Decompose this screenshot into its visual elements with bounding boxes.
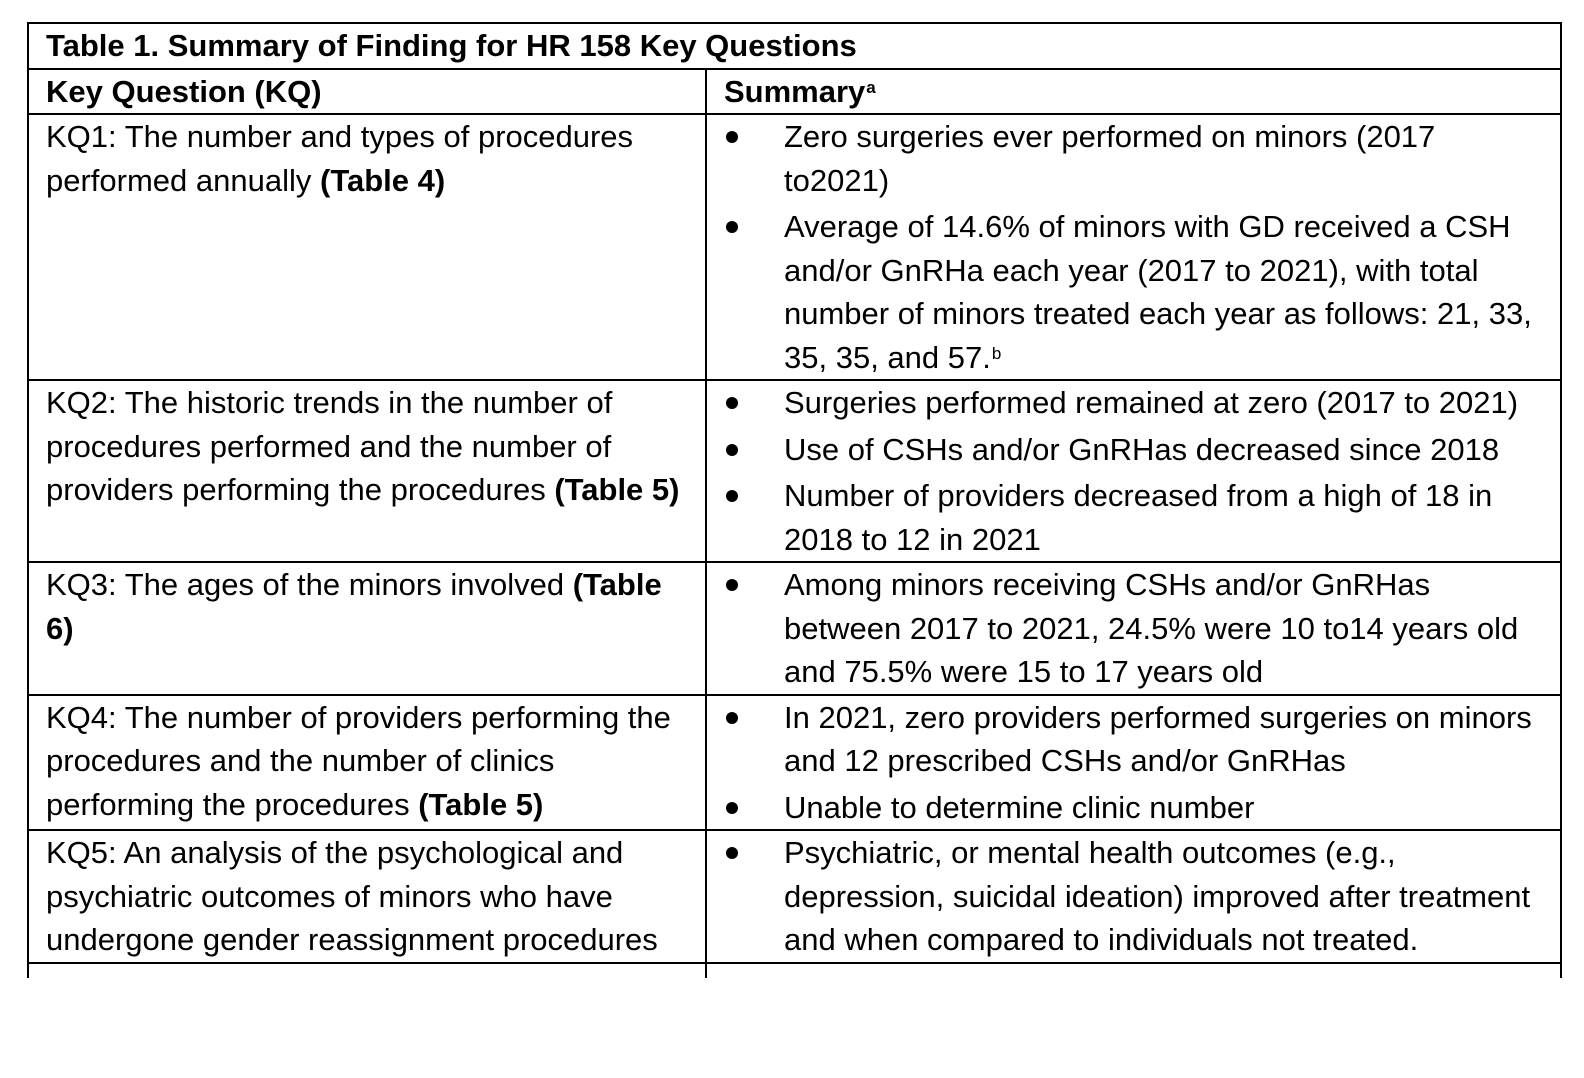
table-row (28, 114, 1561, 380)
summary-bullet-text: Average of 14.6% of minors with GD received a CSH and/or GnRHa each year (2017 to 2021), with total number of minors treated each year as follows: 21, 33, 35, 35, and 57. (784, 209, 1532, 375)
summary-bullet-list (724, 381, 1548, 561)
key-question-text: KQ4: The number of providers performing the procedures and the number of clinics performing the procedures (46, 699, 671, 822)
footnote-marker-a: a (866, 77, 876, 97)
summary-bullet (724, 474, 1548, 561)
summary-bullet-text: Number of providers decreased from a high of 18 in 2018 to 12 in 2021 (784, 478, 1493, 557)
bullet-icon (726, 579, 738, 591)
key-question-cell (28, 114, 706, 380)
column-header-key-question: Key Question (KQ) (28, 69, 706, 115)
summary-bullet (724, 786, 1548, 830)
summary-table (27, 22, 1562, 978)
table-reference: (Table 4) (320, 162, 446, 198)
summary-cell (706, 695, 1561, 831)
key-question-cell (28, 695, 706, 831)
header-row (28, 69, 1561, 115)
bullet-icon (726, 802, 738, 814)
bullet-icon (726, 221, 738, 233)
table-caption: Table 1. Summary of Finding for HR 158 Key Questions (28, 23, 1561, 69)
summary-bullet-list (724, 696, 1548, 830)
footnote-marker: b (991, 343, 1002, 363)
bullet-icon (726, 131, 738, 143)
summary-cell (706, 114, 1561, 380)
summary-bullet-text: In 2021, zero providers performed surgeries on minors and 12 prescribed CSHs and/or GnRHas (784, 699, 1532, 778)
summary-bullet-text: Surgeries performed remained at zero (2017 to 2021) (784, 385, 1519, 420)
summary-bullet-text: Zero surgeries ever performed on minors (2017 to2021) (784, 119, 1436, 198)
key-question-text: KQ2: The historic trends in the number of procedures performed and the number of providers performing the procedures (46, 385, 613, 507)
summary-bullet (724, 115, 1548, 202)
caption-row (28, 23, 1561, 69)
bullet-icon (726, 397, 738, 409)
summary-bullet-list (724, 115, 1548, 379)
bullet-icon (726, 847, 738, 859)
summary-cell (706, 562, 1561, 695)
table-row (28, 830, 1561, 963)
bullet-icon (726, 444, 738, 456)
summary-bullet (724, 205, 1548, 379)
summary-cell (706, 830, 1561, 963)
table-body (28, 114, 1561, 978)
table-row (28, 695, 1561, 831)
summary-bullet-text: Unable to determine clinic number (784, 789, 1255, 825)
summary-bullet (724, 428, 1548, 472)
column-header-summary (706, 69, 1561, 115)
summary-bullet-text: Use of CSHs and/or GnRHas decreased since 2018 (784, 431, 1500, 467)
table-row (28, 562, 1561, 695)
table-reference: (Table 6) (46, 567, 662, 646)
key-question-cell (28, 830, 706, 963)
table-reference: (Table 5) (418, 786, 544, 822)
continuation-cell (706, 963, 1561, 978)
key-question-cell (28, 380, 706, 562)
continuation-cell (28, 963, 706, 978)
summary-bullet (724, 563, 1548, 694)
summary-bullet (724, 381, 1548, 425)
key-question-text: KQ1: The number and types of procedures performed annually (46, 119, 634, 198)
summary-bullet-list (724, 563, 1548, 694)
key-question-cell (28, 562, 706, 695)
table-row-continuation (28, 963, 1561, 978)
summary-bullet-text: Among minors receiving CSHs and/or GnRHas between 2017 to 2021, 24.5% were 10 to14 years old and 75.5% were 15 to 17 years old (784, 567, 1519, 689)
table-row (28, 380, 1561, 562)
summary-cell (706, 380, 1561, 562)
column-header-summary-label: Summary (724, 73, 866, 109)
summary-bullet (724, 696, 1548, 783)
bullet-icon (726, 712, 738, 724)
bullet-icon (726, 490, 738, 502)
summary-bullet-list (724, 831, 1548, 962)
table-reference: (Table 5) (554, 472, 680, 507)
key-question-text: KQ5: An analysis of the psychological and psychiatric outcomes of minors who have undergone gender reassignment procedures (46, 835, 658, 957)
summary-bullet (724, 831, 1548, 962)
key-question-text: KQ3: The ages of the minors involved (46, 567, 573, 602)
summary-bullet-text: Psychiatric, or mental health outcomes (e.g., depression, suicidal ideation) improved after treatment and when compared to individuals not treated. (784, 835, 1531, 957)
